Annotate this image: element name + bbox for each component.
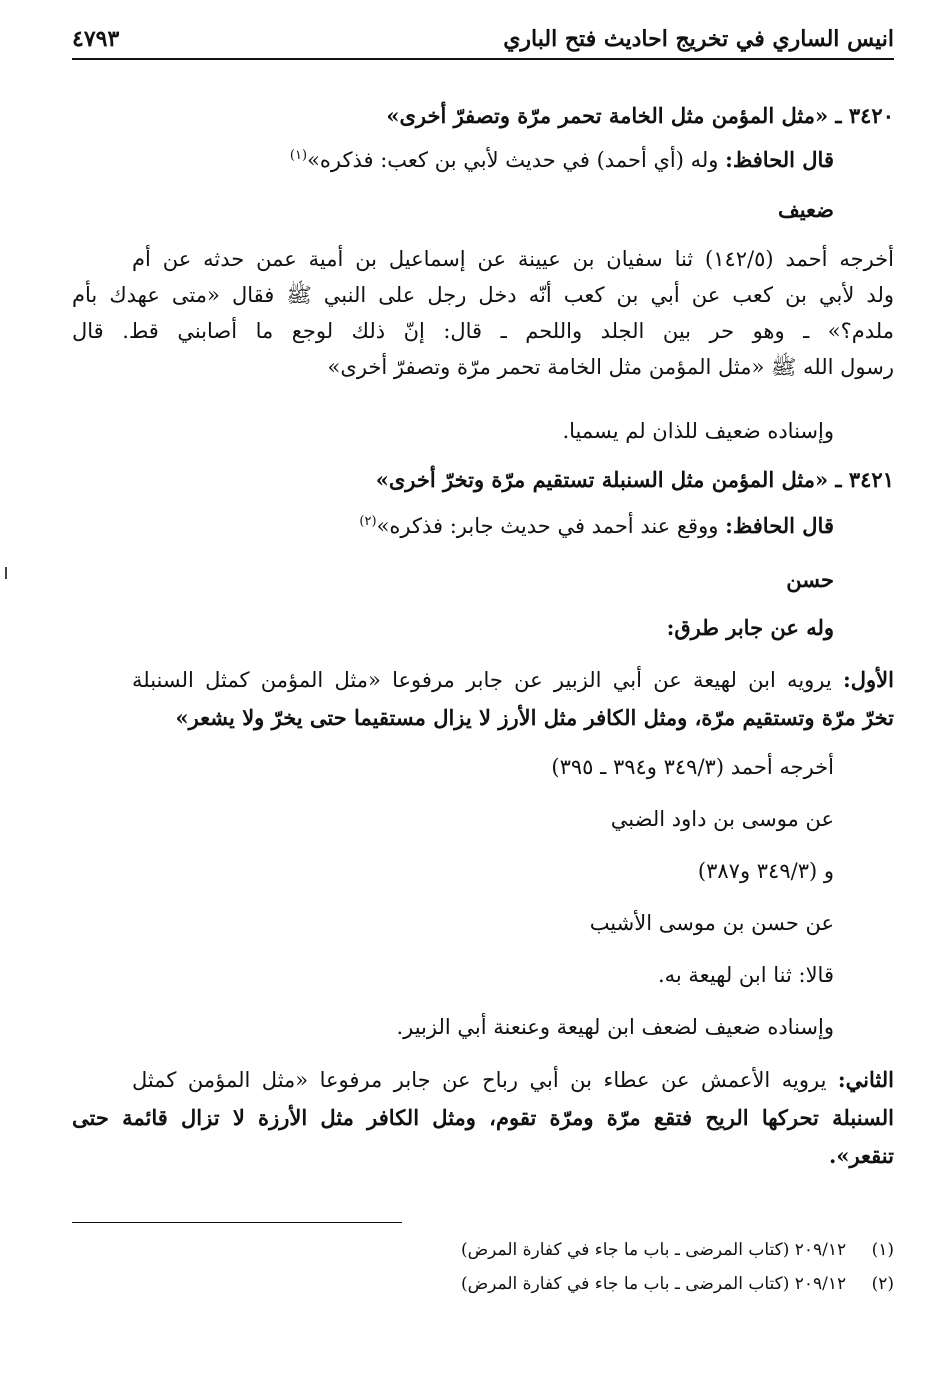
reference: و (٣٤٩/٣ و٣٨٧)	[697, 859, 834, 883]
footnote-ref: (١)	[289, 148, 308, 163]
takhrij-line: رسول الله ﷺ «مثل المؤمن مثل الخامة تحمر مرّة وتصفرّ أخرى»	[327, 355, 894, 379]
second-route-line: الثاني: يرويه الأعمش عن عطاء بن أبي رباح عن جابر مرفوعا «مثل المؤمن كمثل	[132, 1067, 894, 1092]
hadith-3421-heading: ٣٤٢١ ـ «مثل المؤمن مثل السنبلة تستقيم مرّة وتخرّ أخرى»	[375, 467, 894, 492]
scan-edge-mark	[5, 567, 7, 579]
hafiz-statement: قال الحافظ: ووقع عند أحمد في حديث جابر: فذكره»$^{(٢)}$	[359, 513, 834, 538]
book-page	[72, 26, 894, 1294]
book-title: انيس الساري في تخريج احاديث فتح الباري	[503, 26, 894, 52]
hadith-number: ٣٤٢١	[848, 467, 894, 492]
second-route-line: تنقعر».	[829, 1143, 894, 1168]
footnote: (١) ٢٠٩/١٢ (كتاب المرضى ـ باب ما جاء في كفارة المرض)	[460, 1240, 894, 1260]
grade: حسن	[786, 567, 834, 592]
narrator: عن حسن بن موسى الأشيب	[589, 911, 834, 935]
hadith-text: «مثل المؤمن مثل الخامة تحمر مرّة وتصفرّ أخرى»	[386, 103, 829, 128]
isnad-note: وإسناده ضعيف لضعف ابن لهيعة وعنعنة أبي الزبير.	[396, 1015, 834, 1039]
first-takhrij: أخرجه أحمد (٣٤٩/٣ و٣٩٤ ـ ٣٩٥)	[551, 755, 834, 779]
header-rule	[72, 58, 894, 60]
first-route-line: تخرّ مرّة وتستقيم مرّة، ومثل الكافر مثل الأرز لا يزال مستقيما حتى يخرّ ولا يشعر»	[175, 705, 894, 730]
qala-note: قالا: ثنا ابن لهيعة به.	[657, 963, 834, 987]
takhrij-line: أخرجه أحمد (١٤٢/٥) ثنا سفيان بن عيينة عن إسماعيل بن أمية عمن حدثه عن أم	[132, 247, 894, 271]
first-route-line: الأول: يرويه ابن لهيعة عن أبي الزبير عن جابر مرفوعا «مثل المؤمن كمثل السنبلة	[132, 667, 894, 692]
turuq-heading: وله عن جابر طرق:	[666, 615, 834, 640]
hadith-3420-heading: ٣٤٢٠ ـ «مثل المؤمن مثل الخامة تحمر مرّة وتصفرّ أخرى»	[386, 103, 894, 128]
page-number: ٤٧٩٣	[72, 26, 120, 52]
hadith-number: ٣٤٢٠	[848, 103, 894, 128]
hafiz-statement: قال الحافظ: وله (أي أحمد) في حديث لأبي بن كعب: فذكره»$^{(١)}$	[289, 147, 834, 172]
takhrij-line: ولد لأبي بن كعب عن أبي بن كعب أنّه دخل رجل على النبي ﷺ فقال «متى عهدك بأم	[72, 283, 894, 307]
footnote-rule	[72, 1222, 402, 1223]
takhrij-line: ملدم؟» ـ وهو حر بين الجلد واللحم ـ قال: إنّ ذلك لوجع ما أصابني قط. قال	[72, 319, 894, 343]
hadith-text: «مثل المؤمن مثل السنبلة تستقيم مرّة وتخرّ أخرى»	[375, 467, 829, 492]
footnote-ref: (٢)	[359, 514, 377, 529]
running-header	[72, 26, 894, 56]
second-route-line: السنبلة تحركها الريح فتقع مرّة ومرّة تقوم، ومثل الكافر مثل الأرزة لا تزال قائمة حتى	[72, 1105, 894, 1130]
isnad-note: وإسناده ضعيف للذان لم يسميا.	[562, 419, 834, 443]
narrator: عن موسى بن داود الضبي	[610, 807, 834, 831]
grade: ضعيف	[777, 197, 834, 222]
footnote: (٢) ٢٠٩/١٢ (كتاب المرضى ـ باب ما جاء في كفارة المرض)	[460, 1274, 894, 1294]
